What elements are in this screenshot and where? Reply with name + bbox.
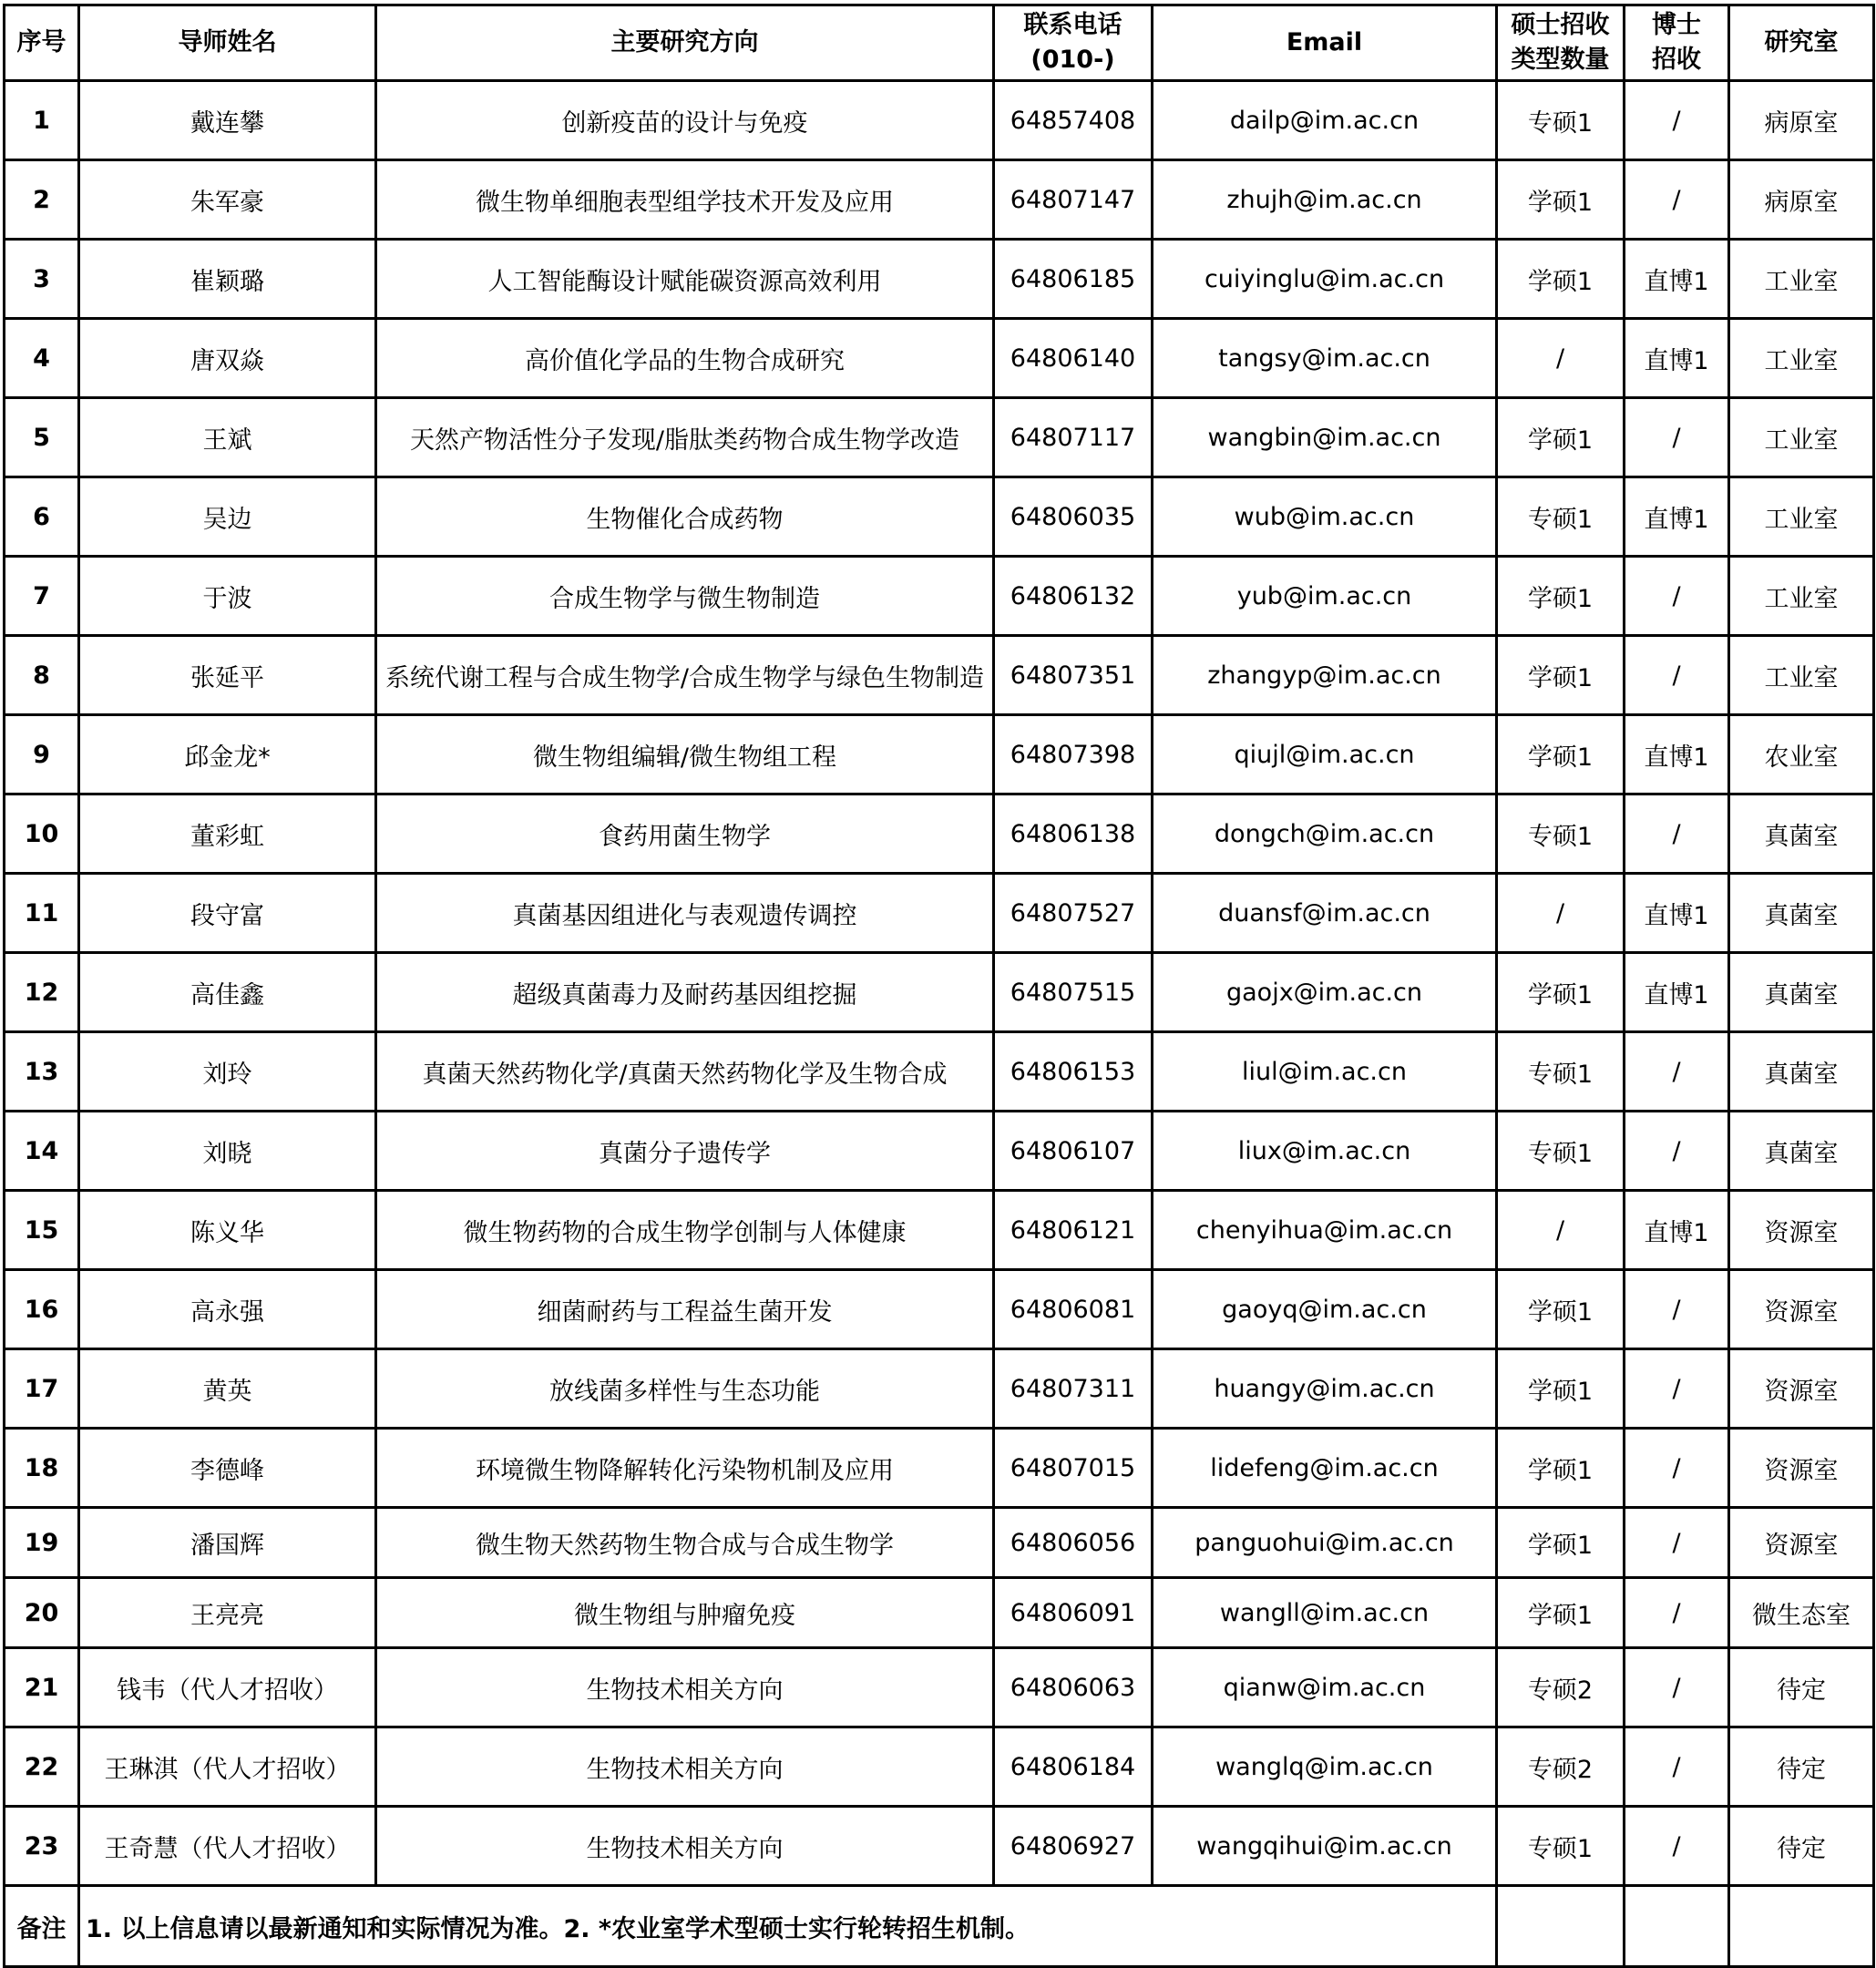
phone-cell: 64807527 bbox=[994, 874, 1153, 953]
table-row bbox=[5, 794, 1874, 874]
phone-cell: 64807311 bbox=[994, 1349, 1153, 1429]
advisor-name-cell: 唐双焱 bbox=[79, 319, 376, 398]
phd-quota-cell: / bbox=[1625, 1032, 1729, 1112]
phd-quota-cell: / bbox=[1625, 1349, 1729, 1429]
email-cell: yub@im.ac.cn bbox=[1153, 557, 1497, 636]
index-cell: 22 bbox=[5, 1727, 79, 1807]
lab-cell: 真菌室 bbox=[1729, 953, 1874, 1032]
table-row bbox=[5, 1191, 1874, 1270]
phd-quota-cell: / bbox=[1625, 794, 1729, 874]
phone-cell: 64807351 bbox=[994, 636, 1153, 715]
index-cell: 12 bbox=[5, 953, 79, 1032]
advisor-name-cell: 王亮亮 bbox=[79, 1578, 376, 1648]
index-cell: 5 bbox=[5, 398, 79, 477]
table-row bbox=[5, 1727, 1874, 1807]
email-cell: wanglq@im.ac.cn bbox=[1153, 1727, 1497, 1807]
email-cell: huangy@im.ac.cn bbox=[1153, 1349, 1497, 1429]
advisor-name-cell: 刘晓 bbox=[79, 1112, 376, 1191]
lab-cell: 微生态室 bbox=[1729, 1578, 1874, 1648]
lab-cell: 资源室 bbox=[1729, 1508, 1874, 1578]
phd-quota-cell: / bbox=[1625, 398, 1729, 477]
index-cell: 7 bbox=[5, 557, 79, 636]
research-direction-cell: 生物技术相关方向 bbox=[376, 1807, 994, 1886]
lab-cell: 病原室 bbox=[1729, 160, 1874, 240]
phone-cell: 64807398 bbox=[994, 715, 1153, 794]
research-direction-cell: 食药用菌生物学 bbox=[376, 794, 994, 874]
advisor-name-cell: 高永强 bbox=[79, 1270, 376, 1349]
table-row bbox=[5, 1429, 1874, 1508]
master-quota-cell: 学硕1 bbox=[1497, 953, 1625, 1032]
lab-cell: 真菌室 bbox=[1729, 1032, 1874, 1112]
phone-cell: 64806056 bbox=[994, 1508, 1153, 1578]
email-cell: tangsy@im.ac.cn bbox=[1153, 319, 1497, 398]
note-empty-cell bbox=[1497, 1886, 1625, 1967]
phd-quota-cell: / bbox=[1625, 1727, 1729, 1807]
lab-cell: 病原室 bbox=[1729, 81, 1874, 160]
master-quota-cell: 专硕1 bbox=[1497, 1032, 1625, 1112]
research-direction-cell: 微生物组编辑/微生物组工程 bbox=[376, 715, 994, 794]
master-quota-cell: / bbox=[1497, 319, 1625, 398]
advisor-table bbox=[3, 4, 1875, 1968]
phd-quota-cell: / bbox=[1625, 1270, 1729, 1349]
phone-cell: 64806121 bbox=[994, 1191, 1153, 1270]
lab-cell: 工业室 bbox=[1729, 557, 1874, 636]
master-quota-cell: 专硕1 bbox=[1497, 81, 1625, 160]
advisor-name-cell: 于波 bbox=[79, 557, 376, 636]
phd-quota-cell: 直博1 bbox=[1625, 1191, 1729, 1270]
phone-cell: 64806927 bbox=[994, 1807, 1153, 1886]
table-row bbox=[5, 1270, 1874, 1349]
phone-cell: 64857408 bbox=[994, 81, 1153, 160]
index-cell: 9 bbox=[5, 715, 79, 794]
lab-cell: 工业室 bbox=[1729, 240, 1874, 319]
research-direction-cell: 环境微生物降解转化污染物机制及应用 bbox=[376, 1429, 994, 1508]
lab-cell: 工业室 bbox=[1729, 319, 1874, 398]
phd-quota-cell: 直博1 bbox=[1625, 319, 1729, 398]
email-cell: dailp@im.ac.cn bbox=[1153, 81, 1497, 160]
phd-quota-cell: / bbox=[1625, 160, 1729, 240]
lab-cell: 真菌室 bbox=[1729, 874, 1874, 953]
lab-cell: 工业室 bbox=[1729, 398, 1874, 477]
research-direction-cell: 微生物单细胞表型组学技术开发及应用 bbox=[376, 160, 994, 240]
research-direction-cell: 高价值化学品的生物合成研究 bbox=[376, 319, 994, 398]
advisor-name-cell: 钱韦（代人才招收） bbox=[79, 1648, 376, 1727]
phone-cell: 64806184 bbox=[994, 1727, 1153, 1807]
index-cell: 10 bbox=[5, 794, 79, 874]
index-cell: 20 bbox=[5, 1578, 79, 1648]
email-cell: qiujl@im.ac.cn bbox=[1153, 715, 1497, 794]
note-empty-cell bbox=[1625, 1886, 1729, 1967]
phd-quota-cell: / bbox=[1625, 557, 1729, 636]
index-cell: 15 bbox=[5, 1191, 79, 1270]
note-row bbox=[5, 1886, 1874, 1967]
lab-cell: 待定 bbox=[1729, 1648, 1874, 1727]
phd-quota-cell: / bbox=[1625, 1508, 1729, 1578]
research-direction-cell: 真菌天然药物化学/真菌天然药物化学及生物合成 bbox=[376, 1032, 994, 1112]
table-row bbox=[5, 874, 1874, 953]
table-body bbox=[5, 81, 1874, 1967]
table-row bbox=[5, 1807, 1874, 1886]
index-cell: 4 bbox=[5, 319, 79, 398]
index-cell: 1 bbox=[5, 81, 79, 160]
research-direction-cell: 人工智能酶设计赋能碳资源高效利用 bbox=[376, 240, 994, 319]
advisor-name-cell: 邱金龙* bbox=[79, 715, 376, 794]
email-cell: wub@im.ac.cn bbox=[1153, 477, 1497, 557]
master-quota-cell: 专硕1 bbox=[1497, 794, 1625, 874]
email-cell: gaoyq@im.ac.cn bbox=[1153, 1270, 1497, 1349]
advisor-name-cell: 黄英 bbox=[79, 1349, 376, 1429]
table-row bbox=[5, 1578, 1874, 1648]
phd-quota-cell: / bbox=[1625, 1807, 1729, 1886]
advisor-name-cell: 戴连攀 bbox=[79, 81, 376, 160]
phone-cell: 64806138 bbox=[994, 794, 1153, 874]
email-cell: lidefeng@im.ac.cn bbox=[1153, 1429, 1497, 1508]
advisor-name-cell: 崔颖璐 bbox=[79, 240, 376, 319]
research-direction-cell: 微生物天然药物生物合成与合成生物学 bbox=[376, 1508, 994, 1578]
research-direction-cell: 微生物药物的合成生物学创制与人体健康 bbox=[376, 1191, 994, 1270]
index-cell: 23 bbox=[5, 1807, 79, 1886]
lab-cell: 资源室 bbox=[1729, 1429, 1874, 1508]
header-master-quota: 硕士招收 类型数量 bbox=[1497, 5, 1625, 81]
email-cell: chenyihua@im.ac.cn bbox=[1153, 1191, 1497, 1270]
advisor-name-cell: 高佳鑫 bbox=[79, 953, 376, 1032]
research-direction-cell: 微生物组与肿瘤免疫 bbox=[376, 1578, 994, 1648]
phd-quota-cell: / bbox=[1625, 1648, 1729, 1727]
advisor-name-cell: 张延平 bbox=[79, 636, 376, 715]
research-direction-cell: 生物技术相关方向 bbox=[376, 1648, 994, 1727]
index-cell: 17 bbox=[5, 1349, 79, 1429]
advisor-name-cell: 董彩虹 bbox=[79, 794, 376, 874]
header-row bbox=[5, 5, 1874, 81]
table-row bbox=[5, 636, 1874, 715]
phone-cell: 64806153 bbox=[994, 1032, 1153, 1112]
master-quota-cell: 学硕1 bbox=[1497, 240, 1625, 319]
note-label: 备注 bbox=[5, 1886, 79, 1967]
lab-cell: 工业室 bbox=[1729, 477, 1874, 557]
note-empty-cell bbox=[1729, 1886, 1874, 1967]
research-direction-cell: 系统代谢工程与合成生物学/合成生物学与绿色生物制造 bbox=[376, 636, 994, 715]
lab-cell: 农业室 bbox=[1729, 715, 1874, 794]
note-text: 1. 以上信息请以最新通知和实际情况为准。2. *农业室学术型硕士实行轮转招生机制。 bbox=[79, 1886, 1497, 1967]
lab-cell: 资源室 bbox=[1729, 1349, 1874, 1429]
phd-quota-cell: / bbox=[1625, 1112, 1729, 1191]
phone-cell: 64807117 bbox=[994, 398, 1153, 477]
email-cell: zhangyp@im.ac.cn bbox=[1153, 636, 1497, 715]
master-quota-cell: 学硕1 bbox=[1497, 398, 1625, 477]
email-cell: wangll@im.ac.cn bbox=[1153, 1578, 1497, 1648]
header-phone: 联系电话 (010-) bbox=[994, 5, 1153, 81]
master-quota-cell: 学硕1 bbox=[1497, 160, 1625, 240]
master-quota-cell: 专硕1 bbox=[1497, 1807, 1625, 1886]
table-row bbox=[5, 1508, 1874, 1578]
phone-cell: 64807515 bbox=[994, 953, 1153, 1032]
email-cell: zhujh@im.ac.cn bbox=[1153, 160, 1497, 240]
table-row bbox=[5, 1648, 1874, 1727]
master-quota-cell: / bbox=[1497, 874, 1625, 953]
master-quota-cell: 学硕1 bbox=[1497, 1508, 1625, 1578]
research-direction-cell: 放线菌多样性与生态功能 bbox=[376, 1349, 994, 1429]
phone-cell: 64806132 bbox=[994, 557, 1153, 636]
research-direction-cell: 超级真菌毒力及耐药基因组挖掘 bbox=[376, 953, 994, 1032]
research-direction-cell: 真菌分子遗传学 bbox=[376, 1112, 994, 1191]
table-row bbox=[5, 557, 1874, 636]
email-cell: qianw@im.ac.cn bbox=[1153, 1648, 1497, 1727]
advisor-name-cell: 王琳淇（代人才招收） bbox=[79, 1727, 376, 1807]
research-direction-cell: 合成生物学与微生物制造 bbox=[376, 557, 994, 636]
index-cell: 6 bbox=[5, 477, 79, 557]
index-cell: 18 bbox=[5, 1429, 79, 1508]
master-quota-cell: 学硕1 bbox=[1497, 1349, 1625, 1429]
phone-cell: 64806063 bbox=[994, 1648, 1153, 1727]
table-row bbox=[5, 953, 1874, 1032]
advisor-name-cell: 李德峰 bbox=[79, 1429, 376, 1508]
master-quota-cell: 学硕1 bbox=[1497, 557, 1625, 636]
index-cell: 16 bbox=[5, 1270, 79, 1349]
research-direction-cell: 生物催化合成药物 bbox=[376, 477, 994, 557]
research-direction-cell: 生物技术相关方向 bbox=[376, 1727, 994, 1807]
header-email: Email bbox=[1153, 5, 1497, 81]
email-cell: wangbin@im.ac.cn bbox=[1153, 398, 1497, 477]
advisor-name-cell: 刘玲 bbox=[79, 1032, 376, 1112]
table-row bbox=[5, 715, 1874, 794]
advisor-name-cell: 王斌 bbox=[79, 398, 376, 477]
advisor-name-cell: 潘国辉 bbox=[79, 1508, 376, 1578]
phone-cell: 64806107 bbox=[994, 1112, 1153, 1191]
index-cell: 14 bbox=[5, 1112, 79, 1191]
phone-cell: 64806185 bbox=[994, 240, 1153, 319]
master-quota-cell: 学硕1 bbox=[1497, 715, 1625, 794]
phone-cell: 64807147 bbox=[994, 160, 1153, 240]
table-row bbox=[5, 398, 1874, 477]
master-quota-cell: 专硕2 bbox=[1497, 1648, 1625, 1727]
email-cell: panguohui@im.ac.cn bbox=[1153, 1508, 1497, 1578]
lab-cell: 待定 bbox=[1729, 1807, 1874, 1886]
lab-cell: 资源室 bbox=[1729, 1191, 1874, 1270]
advisor-name-cell: 陈义华 bbox=[79, 1191, 376, 1270]
table-row bbox=[5, 1032, 1874, 1112]
table-row bbox=[5, 477, 1874, 557]
master-quota-cell: 学硕1 bbox=[1497, 1429, 1625, 1508]
advisor-name-cell: 王奇慧（代人才招收） bbox=[79, 1807, 376, 1886]
email-cell: wangqihui@im.ac.cn bbox=[1153, 1807, 1497, 1886]
master-quota-cell: 学硕1 bbox=[1497, 1270, 1625, 1349]
table-row bbox=[5, 160, 1874, 240]
phone-cell: 64806035 bbox=[994, 477, 1153, 557]
research-direction-cell: 真菌基因组进化与表观遗传调控 bbox=[376, 874, 994, 953]
header-research-direction: 主要研究方向 bbox=[376, 5, 994, 81]
phd-quota-cell: 直博1 bbox=[1625, 953, 1729, 1032]
phone-cell: 64806140 bbox=[994, 319, 1153, 398]
phone-cell: 64806091 bbox=[994, 1578, 1153, 1648]
table-row bbox=[5, 81, 1874, 160]
lab-cell: 真菌室 bbox=[1729, 794, 1874, 874]
header-phd-quota: 博士 招收 bbox=[1625, 5, 1729, 81]
index-cell: 13 bbox=[5, 1032, 79, 1112]
header-advisor-name: 导师姓名 bbox=[79, 5, 376, 81]
lab-cell: 待定 bbox=[1729, 1727, 1874, 1807]
email-cell: cuiyinglu@im.ac.cn bbox=[1153, 240, 1497, 319]
master-quota-cell: 专硕1 bbox=[1497, 1112, 1625, 1191]
master-quota-cell: 专硕1 bbox=[1497, 477, 1625, 557]
table-row bbox=[5, 1349, 1874, 1429]
advisor-name-cell: 朱军豪 bbox=[79, 160, 376, 240]
master-quota-cell: 学硕1 bbox=[1497, 636, 1625, 715]
phone-cell: 64807015 bbox=[994, 1429, 1153, 1508]
index-cell: 21 bbox=[5, 1648, 79, 1727]
index-cell: 8 bbox=[5, 636, 79, 715]
email-cell: duansf@im.ac.cn bbox=[1153, 874, 1497, 953]
lab-cell: 工业室 bbox=[1729, 636, 1874, 715]
header-lab: 研究室 bbox=[1729, 5, 1874, 81]
master-quota-cell: 学硕1 bbox=[1497, 1578, 1625, 1648]
email-cell: gaojx@im.ac.cn bbox=[1153, 953, 1497, 1032]
header-index: 序号 bbox=[5, 5, 79, 81]
research-direction-cell: 细菌耐药与工程益生菌开发 bbox=[376, 1270, 994, 1349]
lab-cell: 真菌室 bbox=[1729, 1112, 1874, 1191]
phd-quota-cell: 直博1 bbox=[1625, 874, 1729, 953]
lab-cell: 资源室 bbox=[1729, 1270, 1874, 1349]
phd-quota-cell: 直博1 bbox=[1625, 477, 1729, 557]
table-row bbox=[5, 240, 1874, 319]
email-cell: liux@im.ac.cn bbox=[1153, 1112, 1497, 1191]
email-cell: dongch@im.ac.cn bbox=[1153, 794, 1497, 874]
index-cell: 2 bbox=[5, 160, 79, 240]
email-cell: liul@im.ac.cn bbox=[1153, 1032, 1497, 1112]
phd-quota-cell: 直博1 bbox=[1625, 715, 1729, 794]
advisor-name-cell: 吴边 bbox=[79, 477, 376, 557]
phd-quota-cell: 直博1 bbox=[1625, 240, 1729, 319]
phd-quota-cell: / bbox=[1625, 1429, 1729, 1508]
phd-quota-cell: / bbox=[1625, 1578, 1729, 1648]
master-quota-cell: / bbox=[1497, 1191, 1625, 1270]
phd-quota-cell: / bbox=[1625, 636, 1729, 715]
index-cell: 11 bbox=[5, 874, 79, 953]
index-cell: 19 bbox=[5, 1508, 79, 1578]
phd-quota-cell: / bbox=[1625, 81, 1729, 160]
phone-cell: 64806081 bbox=[994, 1270, 1153, 1349]
research-direction-cell: 创新疫苗的设计与免疫 bbox=[376, 81, 994, 160]
table-row bbox=[5, 319, 1874, 398]
advisor-name-cell: 段守富 bbox=[79, 874, 376, 953]
index-cell: 3 bbox=[5, 240, 79, 319]
research-direction-cell: 天然产物活性分子发现/脂肽类药物合成生物学改造 bbox=[376, 398, 994, 477]
table-row bbox=[5, 1112, 1874, 1191]
master-quota-cell: 专硕2 bbox=[1497, 1727, 1625, 1807]
